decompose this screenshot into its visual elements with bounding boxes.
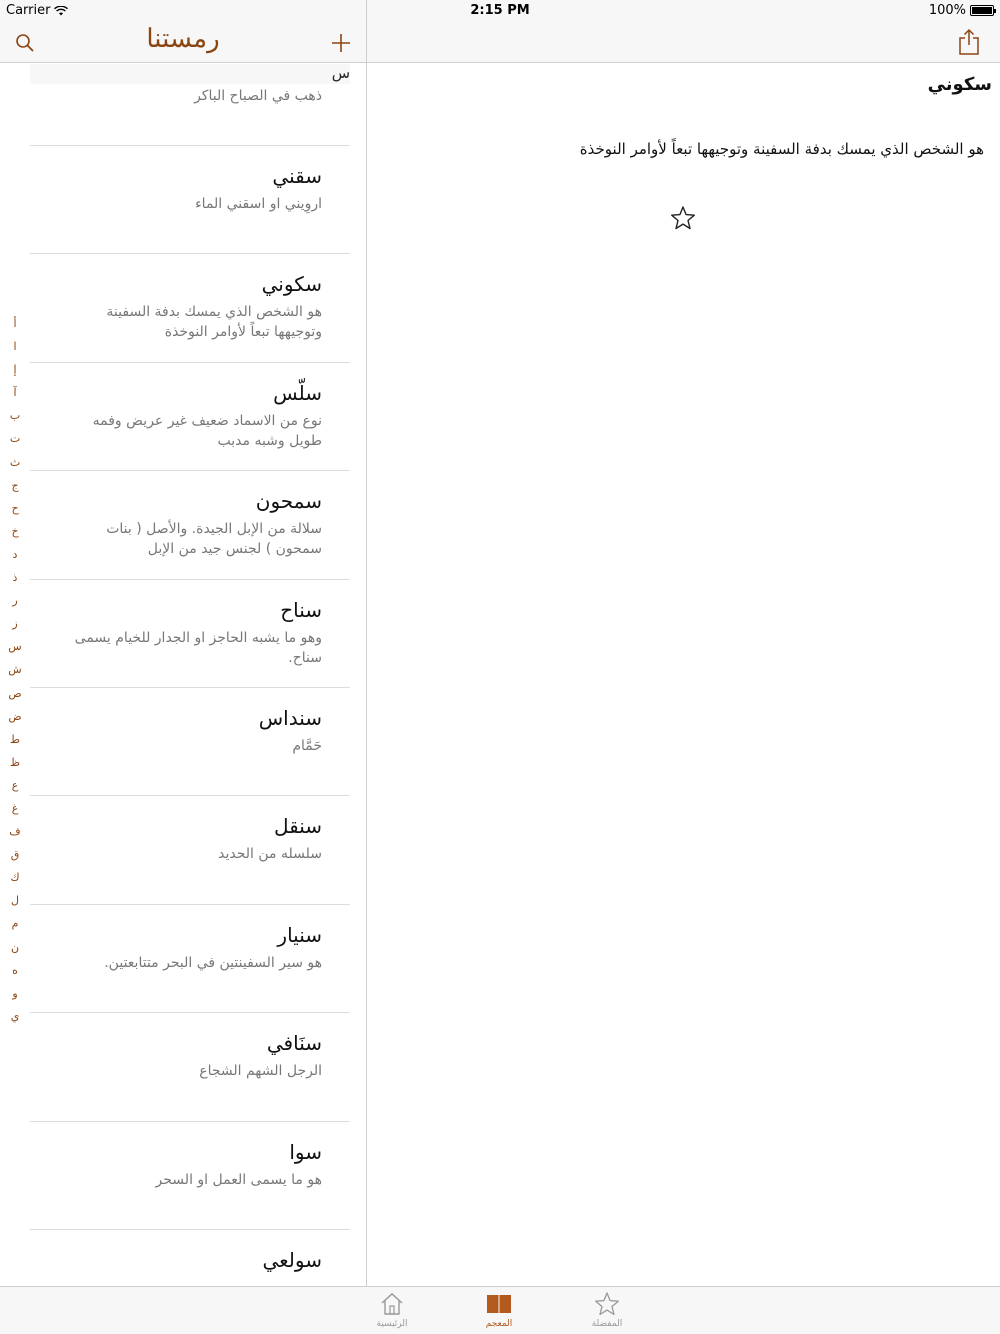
index-letter[interactable]: إ <box>13 363 17 377</box>
index-letter[interactable]: ا <box>13 340 17 354</box>
detail-definition: هو الشخص الذي يمسك بدفة السفينة وتوجيهها تبعاً لأوامر النوخذة <box>579 140 984 158</box>
index-letter[interactable]: ص <box>8 686 22 700</box>
word-list <box>30 64 350 1286</box>
word-row[interactable] <box>30 1013 350 1121</box>
detail-word-title: سكوني <box>927 74 992 95</box>
word-title: سناح <box>280 597 322 622</box>
index-letter[interactable]: ظ <box>9 755 21 769</box>
index-letter[interactable]: ن <box>10 940 20 954</box>
index-letter[interactable]: ض <box>8 709 22 723</box>
tab-label: الرئيسية <box>376 1319 408 1329</box>
word-row[interactable] <box>30 1122 350 1230</box>
carrier-label: Carrier <box>6 3 51 18</box>
word-row[interactable] <box>30 363 350 471</box>
index-letter[interactable]: ش <box>8 663 22 677</box>
word-title: سنيار <box>277 922 322 947</box>
word-row[interactable] <box>30 254 350 362</box>
word-definition: هو ما يسمى العمل او السحر <box>155 1171 322 1188</box>
add-button[interactable] <box>326 28 356 58</box>
battery-percentage: 100% <box>928 3 966 18</box>
index-letter[interactable]: ح <box>11 501 19 515</box>
index-letter[interactable]: س <box>8 640 22 654</box>
index-letter[interactable]: م <box>11 917 19 931</box>
master-pane <box>0 22 366 1286</box>
index-letter[interactable]: ذ <box>12 571 18 585</box>
word-row[interactable] <box>30 146 350 254</box>
word-row[interactable] <box>30 1230 350 1286</box>
word-definition: اروِيني او اسقني الماء <box>195 196 322 212</box>
status-time: 2:15 PM <box>470 3 530 18</box>
word-definition: حَمَّام <box>292 737 322 754</box>
tab-bar <box>0 1286 1000 1334</box>
word-row[interactable] <box>30 796 350 904</box>
index-letter[interactable]: د <box>12 547 18 561</box>
index-letter[interactable]: ل <box>11 894 19 908</box>
word-title: سولعي <box>262 1247 322 1272</box>
index-letter[interactable]: ك <box>10 871 20 885</box>
word-row[interactable] <box>30 905 350 1013</box>
favorite-star-icon[interactable] <box>670 205 696 231</box>
word-definition: هو سير السفينتين في البحر متتابعتين. <box>104 954 322 971</box>
word-title: سنَافي <box>266 1031 322 1056</box>
index-letter[interactable]: ه <box>12 963 18 977</box>
detail-navigation-bar <box>367 22 1000 63</box>
section-header: س <box>30 64 350 84</box>
pane-divider <box>366 0 367 1286</box>
word-definition: ذهب في الصباح الباكر <box>194 88 322 104</box>
index-letter[interactable]: ث <box>9 455 21 469</box>
index-letter[interactable]: ف <box>9 825 21 839</box>
index-letter[interactable]: آ <box>13 386 17 400</box>
index-letter[interactable]: و <box>12 986 18 1000</box>
index-letter[interactable]: غ <box>11 801 19 815</box>
word-row[interactable] <box>30 471 350 579</box>
word-row[interactable] <box>30 688 350 796</box>
index-letter[interactable]: ع <box>11 778 19 792</box>
word-title: سنقل <box>273 814 322 839</box>
index-letter[interactable]: ط <box>9 732 21 746</box>
word-title: سلّس <box>273 380 322 405</box>
word-definition: نوع من الاسماد ضعيف غير عريض وفمه طويل وشبه مدبب <box>92 412 322 449</box>
index-letter[interactable]: ق <box>10 848 20 862</box>
word-title: سنداس <box>258 705 322 730</box>
app-title: رمستنا <box>146 24 220 54</box>
index-letter[interactable]: ت <box>9 432 21 446</box>
status-bar <box>0 0 1000 22</box>
index-letter[interactable]: ب <box>9 409 21 423</box>
plus-icon <box>331 33 351 53</box>
word-title: سمحون <box>255 489 322 514</box>
word-definition: هو الشخص الذي يمسك بدفة السفينة وتوجيهها تبعاً لأوامر النوخذة <box>106 304 322 341</box>
master-navigation-bar <box>0 22 366 63</box>
index-letter[interactable]: خ <box>11 524 19 538</box>
index-letter[interactable]: ر <box>12 594 18 608</box>
word-title: سقني <box>272 164 322 188</box>
word-definition: سلالة من الإبل الجيدة. والأصل ( بنات سمحون ) لجنس جيد من الإبل <box>106 521 322 558</box>
alphabet-index[interactable] <box>0 312 30 1028</box>
word-definition: وهو ما يشبه الحاجز او الجدار للخيام يسمى سناح. <box>74 629 322 666</box>
tab-home[interactable] <box>362 1291 422 1329</box>
index-letter[interactable]: ي <box>10 1009 20 1023</box>
word-title: سكوني <box>261 272 322 297</box>
tab-label: المعجم <box>485 1319 513 1329</box>
home-icon <box>379 1291 405 1317</box>
battery-icon <box>970 5 994 16</box>
word-row[interactable] <box>30 580 350 688</box>
share-button[interactable] <box>954 26 984 58</box>
word-title: سوا <box>289 1139 322 1164</box>
index-letter[interactable]: ج <box>11 478 19 492</box>
tab-dictionary[interactable] <box>469 1291 529 1329</box>
tab-favorites[interactable] <box>577 1291 637 1329</box>
tab-label: المفضلة <box>591 1319 623 1329</box>
index-letter[interactable]: ز <box>12 617 18 631</box>
index-letter[interactable]: أ <box>13 317 17 330</box>
share-icon <box>958 28 980 56</box>
word-row[interactable] <box>30 84 350 146</box>
word-definition: الرجل الشهم الشجاع <box>199 1063 322 1080</box>
book-icon <box>486 1291 512 1317</box>
word-definition: سلسله من الحديد <box>218 846 322 863</box>
star-icon <box>594 1291 620 1317</box>
